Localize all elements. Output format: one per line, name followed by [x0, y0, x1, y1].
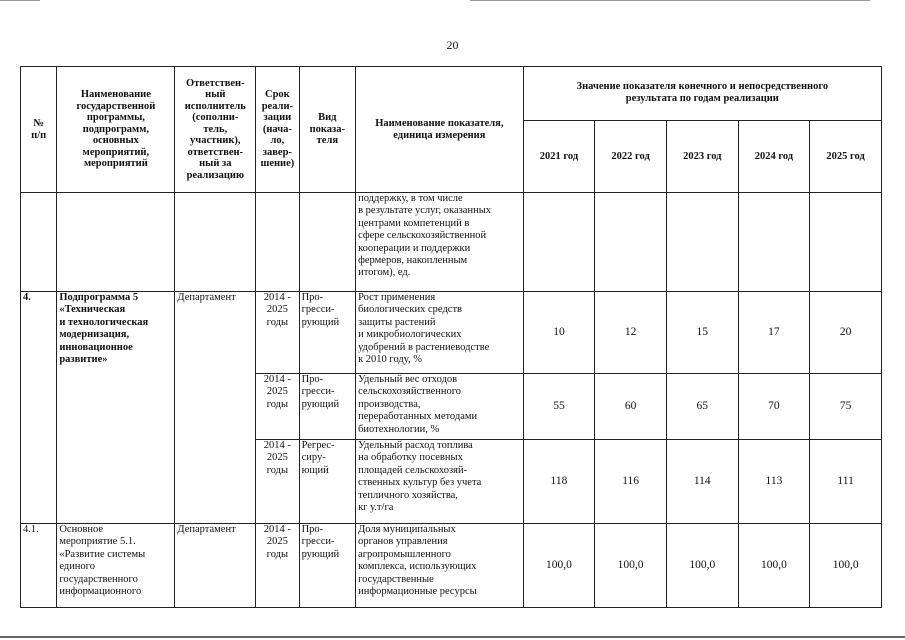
- cell-no: 4.: [21, 292, 57, 524]
- header-no: № п/п: [21, 67, 57, 193]
- cell-empty: [256, 193, 299, 292]
- header-year-2023: 2023 год: [666, 121, 738, 193]
- cell-term: 2014 - 2025 годы: [256, 292, 299, 374]
- scan-bottom-rule: [0, 636, 905, 638]
- cell-value-2024: 17: [738, 292, 810, 374]
- cell-empty: [175, 193, 256, 292]
- cell-value-2021: 118: [523, 440, 595, 524]
- cell-empty: [738, 193, 810, 292]
- cell-type: Регрес- сиру- ющий: [299, 440, 356, 524]
- table-row: [21, 524, 882, 608]
- cell-empty: [299, 193, 356, 292]
- cell-value-2021: 100,0: [523, 524, 595, 608]
- cell-type: Про- гресси- рующий: [299, 524, 356, 608]
- cell-value-2023: 114: [666, 440, 738, 524]
- cell-activity-name: Основное мероприятие 5.1. «Развитие системы единого государственного информационного: [57, 524, 175, 608]
- scan-top-rule-right: [470, 0, 870, 1]
- cell-empty: [523, 193, 595, 292]
- cell-no: 4.1.: [21, 524, 57, 608]
- cell-executor: Департамент: [175, 524, 256, 608]
- header-type: Вид показа- теля: [299, 67, 356, 193]
- page-number: 20: [446, 38, 459, 52]
- cell-indicator: Доля муниципальных органов управления агропромышленного комплекса, использующих государственные информационные ресурсы: [356, 524, 524, 608]
- cell-value-2023: 15: [666, 292, 738, 374]
- cell-value-2025: 100,0: [810, 524, 882, 608]
- header-year-2021: 2021 год: [523, 121, 595, 193]
- scan-top-rule-left: [0, 0, 40, 1]
- cell-value-2024: 70: [738, 374, 810, 440]
- cell-type: Про- гресси- рующий: [299, 374, 356, 440]
- cell-empty: [21, 193, 57, 292]
- header-year-2022: 2022 год: [595, 121, 667, 193]
- cell-value-2021: 10: [523, 292, 595, 374]
- header-year-2024: 2024 год: [738, 121, 810, 193]
- cell-value-2023: 65: [666, 374, 738, 440]
- cell-empty: [57, 193, 175, 292]
- indicators-table: [20, 66, 882, 608]
- cell-indicator: Удельный расход топлива на обработку посевных площадей сельскохозяй- ственных культур без учета тепличного хозяйства, кг у.т/га: [356, 440, 524, 524]
- cell-term: 2014 - 2025 годы: [256, 374, 299, 440]
- cell-value-2024: 113: [738, 440, 810, 524]
- header-year-2025: 2025 год: [810, 121, 882, 193]
- header-term: Срок реали- зации (нача- ло, завер- шение): [256, 67, 299, 193]
- cell-empty: [666, 193, 738, 292]
- header-indicator: Наименование показателя, единица измерения: [356, 67, 524, 193]
- cell-type: Про- гресси- рующий: [299, 292, 356, 374]
- cell-value-2025: 111: [810, 440, 882, 524]
- cell-value-2025: 75: [810, 374, 882, 440]
- cell-indicator: Удельный вес отходов сельскохозяйственного производства, переработанных методами биотехнологии, %: [356, 374, 524, 440]
- cell-empty: [810, 193, 882, 292]
- header-row-1: [21, 67, 882, 121]
- header-name: Наименование государственной программы, подпрограмм, основных мероприятий, мероприятий: [57, 67, 175, 193]
- table-row: [21, 292, 882, 374]
- cell-subprogram-name: Подпрограмма 5 «Техническая и технологическая модернизация, инновационное развитие»: [57, 292, 175, 524]
- cell-value-2022: 116: [595, 440, 667, 524]
- header-executor: Ответствен- ный исполнитель (сополни- тель, участник), ответствен- ный за реализацию: [175, 67, 256, 193]
- cell-value-2021: 55: [523, 374, 595, 440]
- cell-value-2024: 100,0: [738, 524, 810, 608]
- cell-value-2022: 100,0: [595, 524, 667, 608]
- table-row-continuation: [21, 193, 882, 292]
- cell-term: 2014 - 2025 годы: [256, 440, 299, 524]
- cell-indicator: Рост применения биологических средств защиты растений и микробиологических удобрений в растениеводстве к 2010 году, %: [356, 292, 524, 374]
- cell-value-2025: 20: [810, 292, 882, 374]
- cell-value-2022: 12: [595, 292, 667, 374]
- cell-executor: Департамент: [175, 292, 256, 524]
- cell-value-2022: 60: [595, 374, 667, 440]
- cell-value-2023: 100,0: [666, 524, 738, 608]
- header-values-group: Значение показателя конечного и непосредственного результата по годам реализации: [523, 67, 881, 121]
- cell-empty: [595, 193, 667, 292]
- cell-indicator-continuation: поддержку, в том числе в результате услуг, оказанных центрами компетенций в сфере сельскохозяйственной кооперации и поддержки фермеров, накопленным итогом), ед.: [356, 193, 524, 292]
- cell-term: 2014 - 2025 годы: [256, 524, 299, 608]
